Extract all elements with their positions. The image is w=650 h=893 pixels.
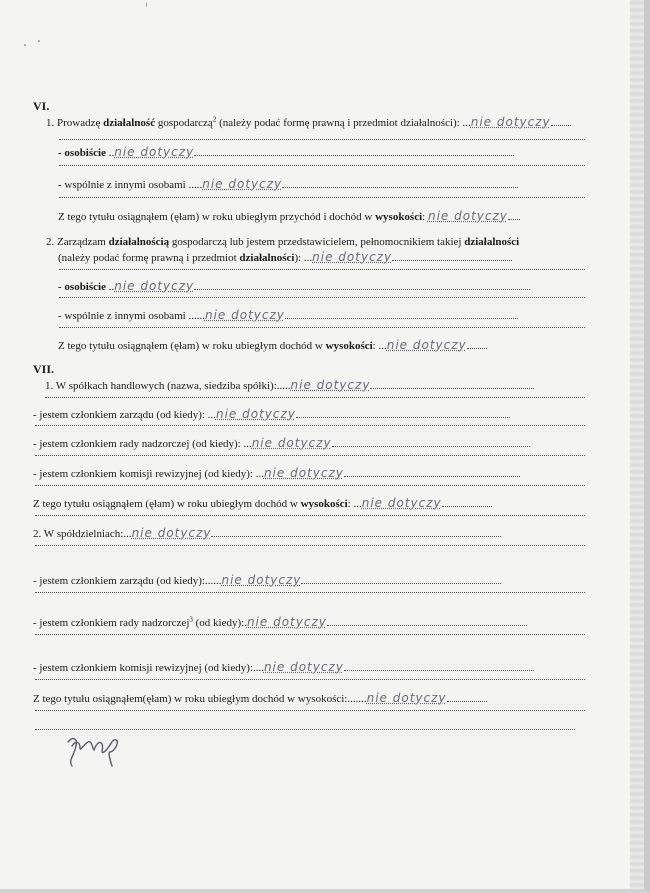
handwritten-answer: nie dotyczy: [386, 338, 467, 352]
dotted-line: [45, 396, 585, 398]
vi-q1-text: 1. Prowadzę działalność gospodarczą$^2$ (należy podać formę prawną i przedmiot działalności): ...nie dotyczy: [46, 116, 571, 129]
dotted-line: [59, 268, 585, 270]
vi-q1-personally: - osobiście ..nie dotyczy: [58, 146, 514, 159]
vi-q2-jointly: - wspólnie z innymi osobami ......nie dotyczy: [58, 309, 518, 322]
dotted-line: [35, 454, 585, 456]
vii-q1-income: Z tego tytułu osiągnąłem (ęłam) w roku ubiegłym dochód w wysokości: ...nie dotyczy: [33, 497, 492, 510]
section-vi-heading: VI.: [33, 99, 50, 113]
handwritten-answer: nie dotyczy: [204, 308, 285, 322]
scan-speck: [38, 40, 40, 42]
handwritten-answer: nie dotyczy: [131, 526, 212, 540]
vii-q2-income: Z tego tytułu osiągnąłem(ęłam) w roku ubiegłym dochód w wysokości:.......nie dotyczy: [33, 692, 487, 705]
dotted-line: [35, 484, 585, 486]
vii-q1-board: - jestem członkiem zarządu (od kiedy): ...nie dotyczy: [33, 408, 510, 421]
handwritten-answer: nie dotyczy: [246, 615, 327, 629]
dotted-line: [35, 633, 585, 635]
dotted-line: [35, 678, 585, 680]
vii-q2-supervisory: - jestem członkiem rady nadzorczej$^3$ (od kiedy):.nie dotyczy: [33, 616, 527, 629]
vi-q1-income: Z tego tytułu osiągnąłem (ęłam) w roku ubiegłym przychód i dochód w wysokości: nie dotyczy: [58, 210, 520, 223]
vii-q1-text: 1. W spółkach handlowych (nazwa, siedziba spółki):.....nie dotyczy: [45, 379, 534, 392]
dotted-line: [35, 544, 585, 546]
vii-q2-board: - jestem członkiem zarządu (od kiedy):......nie dotyczy: [33, 574, 501, 587]
handwritten-answer: nie dotyczy: [114, 145, 195, 159]
handwritten-answer: nie dotyczy: [427, 209, 508, 223]
vii-q2-audit: - jestem członkiem komisji rewizyjnej (od kiedy):....nie dotyczy: [33, 661, 534, 674]
dotted-line: [59, 296, 585, 298]
vi-q1-jointly: - wspólnie z innymi osobami .....nie dotyczy: [58, 178, 518, 191]
dotted-line: [35, 514, 585, 516]
handwritten-answer: nie dotyczy: [251, 436, 332, 450]
dotted-line: [35, 709, 585, 711]
vi-q2-income: Z tego tytułu osiągnąłem (ęłam) w roku ubiegłym dochód w wysokości: ...nie dotyczy: [58, 339, 487, 352]
handwritten-answer: nie dotyczy: [361, 496, 442, 510]
dotted-line: [59, 196, 585, 198]
handwritten-answer: nie dotyczy: [215, 407, 296, 421]
vi-q2-text-continued: (należy podać formę prawną i przedmiot działalności): ...nie dotyczy: [58, 251, 512, 264]
scan-edge: [630, 0, 644, 893]
vii-q1-audit: - jestem członkiem komisji rewizyjnej (od kiedy): ...nie dotyczy: [33, 467, 520, 480]
dotted-line: [59, 164, 585, 166]
handwritten-answer: nie dotyczy: [470, 115, 551, 129]
handwritten-answer: nie dotyczy: [312, 250, 393, 264]
vii-q1-supervisory: - jestem członkiem rady nadzorczej (od kiedy): ...nie dotyczy: [33, 437, 530, 450]
handwritten-answer: nie dotyczy: [263, 660, 344, 674]
scan-speck: [24, 44, 26, 46]
dotted-line: [35, 591, 585, 593]
vi-q1-answer-continued: [59, 130, 585, 143]
vi-q2-text: 2. Zarządzam działalnością gospodarczą lub jestem przedstawicielem, pełnomocnikiem takiej działalności: [46, 236, 520, 248]
vi-q2-personally: - osobiście ..nie dotyczy: [58, 280, 530, 293]
handwritten-answer: nie dotyczy: [290, 378, 371, 392]
handwritten-answer: nie dotyczy: [366, 691, 447, 705]
dotted-line: [35, 424, 585, 426]
handwritten-answer: nie dotyczy: [114, 279, 195, 293]
handwritten-answer: nie dotyczy: [202, 177, 283, 191]
signature: [64, 730, 124, 772]
section-vii-heading: VII.: [33, 362, 55, 376]
scan-speck: [146, 2, 147, 7]
vii-q2-text: 2. W spółdzielniach:...nie dotyczy: [33, 527, 501, 540]
dotted-line: [59, 326, 585, 328]
handwritten-answer: nie dotyczy: [221, 573, 302, 587]
handwritten-answer: nie dotyczy: [263, 466, 344, 480]
